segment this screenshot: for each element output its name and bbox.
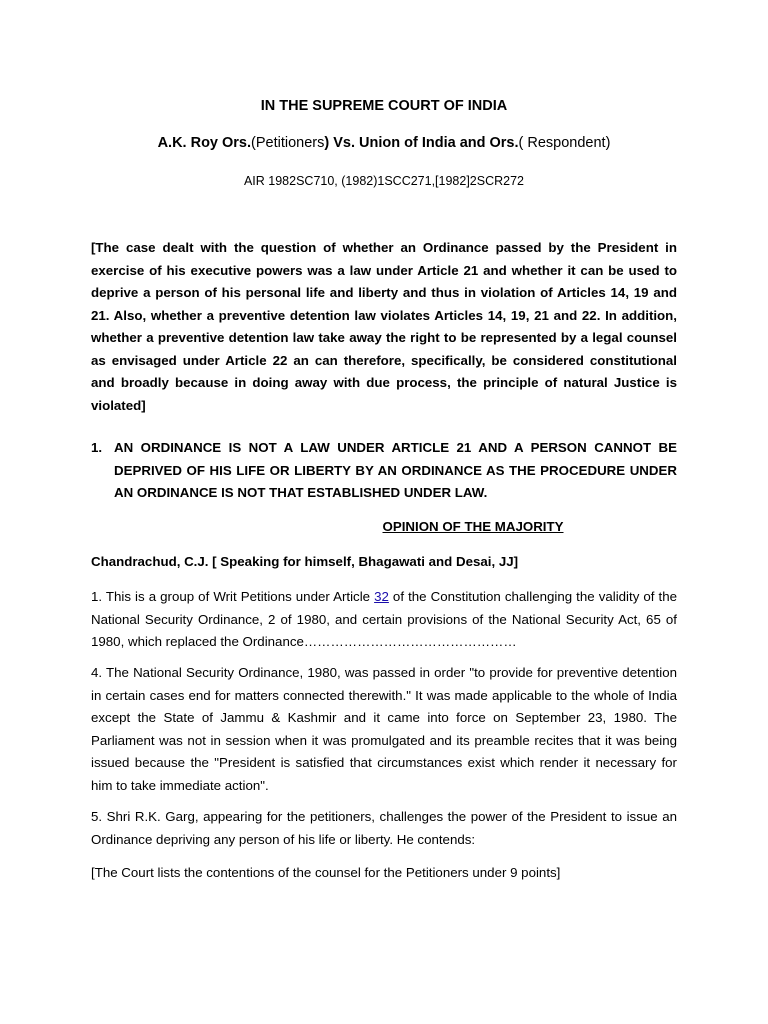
paragraph-5: 5. Shri R.K. Garg, appearing for the petitioners, challenges the power of the President to issue an Ordinance depriving any person of his life or liberty. He contends: xyxy=(91,809,677,847)
judge-line: Chandrachud, C.J. [ Speaking for himself, Bhagawati and Desai, JJ] xyxy=(91,554,519,569)
paragraph-4: 4. The National Security Ordinance, 1980, was passed in order "to provide for preventive detention in certain cases end for matters connected therewith." It was made applicable to the whole of India except the State of Jammu & Kashmir and it came into force on September 23, 1980. The Parliament was not in session when it was promulgated and its preamble recites that it was being issued because the "President is satisfied that circumstances exist which render it necessary for him to take immediate action". xyxy=(91,665,677,793)
citation: AIR 1982SC710, (1982)1SCC271,[1982]2SCR272 xyxy=(243,174,525,188)
article-32-link[interactable]: 32 xyxy=(374,589,389,604)
case-title xyxy=(91,132,677,155)
heading-1 xyxy=(91,437,677,505)
versus-respondent: ) Vs. Union of India and Ors. xyxy=(324,135,519,151)
paragraph-1-text-a: 1. This is a group of Writ Petitions under Article xyxy=(91,589,375,604)
court-heading: IN THE SUPREME COURT OF INDIA xyxy=(260,98,508,114)
court-note: [The Court lists the contentions of the counsel for the Petitioners under 9 points] xyxy=(91,865,561,880)
heading-1-number: 1. xyxy=(91,440,103,455)
petitioner-role: (Petitioners xyxy=(251,135,325,151)
case-summary: [The case dealt with the question of whether an Ordinance passed by the President in exercise of his executive powers was a law under Article 21 and whether it can be used to deprive a person of his personal life and liberty and thus in violation of Articles 14, 19 and 21. Also, whether a preventive detention law violates Articles 14, 19, 21 and 22. In addition, whether a preventive detention law take away the right to be represented by a legal counsel as envisaged under Article 22 an can therefore, specifically, be considered constitutional and broadly because in doing away with due process, the principle of natural Justice is violated] xyxy=(91,240,677,413)
opinion-title: OPINION OF THE MAJORITY xyxy=(382,519,564,534)
paragraph-1-text-b: of the Constitution challenging the validity of the National Security Ordinance, 2 of 1980, and certain provisions of the National Security Act, 65 of 1980, which replaced the Ordinance………………………………………… xyxy=(91,589,677,649)
respondent-role: ( Respondent) xyxy=(518,135,611,151)
paragraph-1 xyxy=(91,586,677,654)
petitioner-name: A.K. Roy Ors. xyxy=(157,135,252,151)
heading-1-text: AN ORDINANCE IS NOT A LAW UNDER ARTICLE 21 AND A PERSON CANNOT BE DEPRIVED OF HIS LIFE OR LIBERTY BY AN ORDINANCE AS THE PROCEDURE UNDER AN ORDINANCE IS NOT THAT ESTABLISHED UNDER LAW. xyxy=(114,440,677,500)
